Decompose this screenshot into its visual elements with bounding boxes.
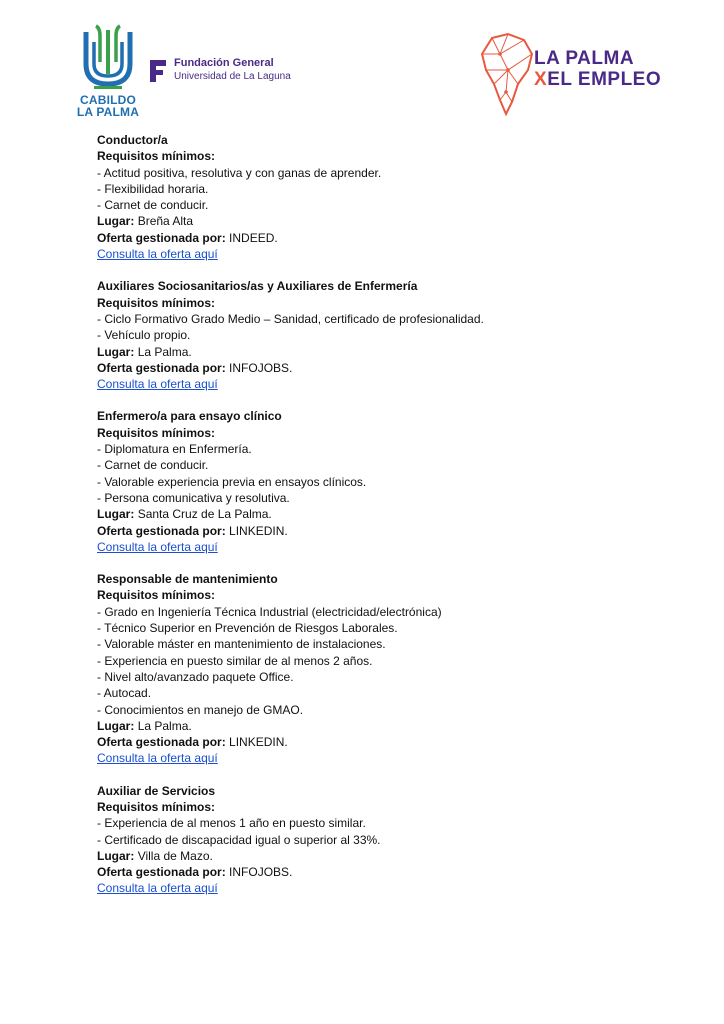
job-title: Conductor/a xyxy=(97,133,168,147)
cabildo-logo xyxy=(72,22,144,122)
place-line xyxy=(97,848,657,864)
managed-by-value: INFOJOBS. xyxy=(229,360,293,375)
place-label: Lugar: xyxy=(97,344,135,359)
managed-by-line xyxy=(97,230,657,246)
managed-by-line xyxy=(97,734,657,750)
managed-by-line xyxy=(97,360,657,376)
island-outline-icon xyxy=(478,30,538,120)
offer-link[interactable]: Consulta la oferta aquí xyxy=(97,539,218,554)
place-line xyxy=(97,506,657,522)
lapalma-empleo-text: EL EMPLEO xyxy=(547,69,662,90)
requirement-item: - Conocimientos en manejo de GMAO. xyxy=(97,702,304,717)
requirement-item: - Autocad. xyxy=(97,686,152,701)
offer-link-line xyxy=(97,246,657,262)
requirement-item: - Grado en Ingeniería Técnica Industrial (electricidad/electrónica) xyxy=(97,604,442,619)
managed-by-value: LINKEDIN. xyxy=(229,735,288,750)
job-title: Auxiliar de Servicios xyxy=(97,783,216,798)
offer-link[interactable]: Consulta la oferta aquí xyxy=(97,881,218,896)
job-offer xyxy=(97,783,657,897)
requirement-item: - Vehículo propio. xyxy=(97,328,191,343)
managed-by-label: Oferta gestionada por: xyxy=(97,360,226,375)
managed-by-line xyxy=(97,523,657,539)
lapalma-x: X xyxy=(534,69,548,90)
place-label: Lugar: xyxy=(97,718,135,733)
job-title: Enfermero/a para ensayo clínico xyxy=(97,409,282,424)
fundacion-title: Fundación General xyxy=(174,57,274,69)
requirement-item: - Actitud positiva, resolutiva y con ganas de aprender. xyxy=(97,165,382,180)
offer-link-line xyxy=(97,376,657,392)
managed-by-label: Oferta gestionada por: xyxy=(97,230,226,245)
place-label: Lugar: xyxy=(97,507,135,522)
job-offer xyxy=(97,278,657,392)
fundacion-emblem-icon xyxy=(148,58,168,84)
fundacion-logo xyxy=(148,55,318,87)
place-value: Villa de Mazo. xyxy=(137,848,213,863)
managed-by-line xyxy=(97,864,657,880)
requirement-item: - Persona comunicativa y resolutiva. xyxy=(97,490,290,505)
managed-by-value: INFOJOBS. xyxy=(229,865,293,880)
job-title: Responsable de mantenimiento xyxy=(97,572,278,587)
requirements-heading: Requisitos mínimos: xyxy=(97,295,216,310)
managed-by-label: Oferta gestionada por: xyxy=(97,865,226,880)
offer-link-line xyxy=(97,880,657,896)
place-label: Lugar: xyxy=(97,848,135,863)
job-offer xyxy=(97,571,657,767)
requirement-item: - Carnet de conducir. xyxy=(97,198,209,213)
managed-by-label: Oferta gestionada por: xyxy=(97,523,226,538)
offer-link-line xyxy=(97,750,657,766)
lapalma-line1: LA PALMA xyxy=(534,48,635,69)
requirements-heading: Requisitos mínimos: xyxy=(97,799,216,814)
place-label: Lugar: xyxy=(97,214,135,229)
requirement-item: - Flexibilidad horaria. xyxy=(97,181,209,196)
requirement-item: - Carnet de conducir. xyxy=(97,458,209,473)
managed-by-label: Oferta gestionada por: xyxy=(97,735,226,750)
requirement-item: - Valorable experiencia previa en ensayos clínicos. xyxy=(97,474,367,489)
requirement-item: - Ciclo Formativo Grado Medio – Sanidad, certificado de profesionalidad. xyxy=(97,311,484,326)
cabildo-line2: LA PALMA xyxy=(76,105,140,119)
lapalma-line2 xyxy=(534,69,661,91)
fundacion-subtitle: Universidad de La Laguna xyxy=(174,71,291,82)
requirement-item: - Certificado de discapacidad igual o superior al 33%. xyxy=(97,832,381,847)
requirement-item: - Experiencia en puesto similar de al menos 2 años. xyxy=(97,653,373,668)
requirements-heading: Requisitos mínimos: xyxy=(97,588,216,603)
offer-link[interactable]: Consulta la oferta aquí xyxy=(97,377,218,392)
managed-by-value: LINKEDIN. xyxy=(229,523,288,538)
place-line xyxy=(97,213,657,229)
job-title: Auxiliares Sociosanitarios/as y Auxiliares de Enfermería xyxy=(97,279,418,294)
place-value: Breña Alta xyxy=(137,214,194,229)
place-value: Santa Cruz de La Palma. xyxy=(137,507,272,522)
job-offer xyxy=(97,132,657,262)
offer-link[interactable]: Consulta la oferta aquí xyxy=(97,247,218,262)
requirements-heading: Requisitos mínimos: xyxy=(97,425,216,440)
place-value: La Palma. xyxy=(137,344,192,359)
requirements-heading: Requisitos mínimos: xyxy=(97,149,216,164)
offer-link[interactable]: Consulta la oferta aquí xyxy=(97,751,218,766)
lapalma-empleo-logo xyxy=(478,30,668,120)
place-line xyxy=(97,344,657,360)
requirement-item: - Técnico Superior en Prevención de Riesgos Laborales. xyxy=(97,621,398,636)
cabildo-emblem-icon xyxy=(80,22,136,94)
job-offer xyxy=(97,408,657,555)
managed-by-value: INDEED. xyxy=(229,230,278,245)
place-value: La Palma. xyxy=(137,718,192,733)
place-line xyxy=(97,718,657,734)
cabildo-line1: CABILDO xyxy=(79,93,137,107)
requirement-item: - Nivel alto/avanzado paquete Office. xyxy=(97,669,294,684)
requirement-item: - Diplomatura en Enfermería. xyxy=(97,442,252,457)
requirement-item: - Valorable máster en mantenimiento de instalaciones. xyxy=(97,637,386,652)
requirement-item: - Experiencia de al menos 1 año en puesto similar. xyxy=(97,816,366,831)
offer-link-line xyxy=(97,539,657,555)
job-offers-list xyxy=(97,132,657,913)
